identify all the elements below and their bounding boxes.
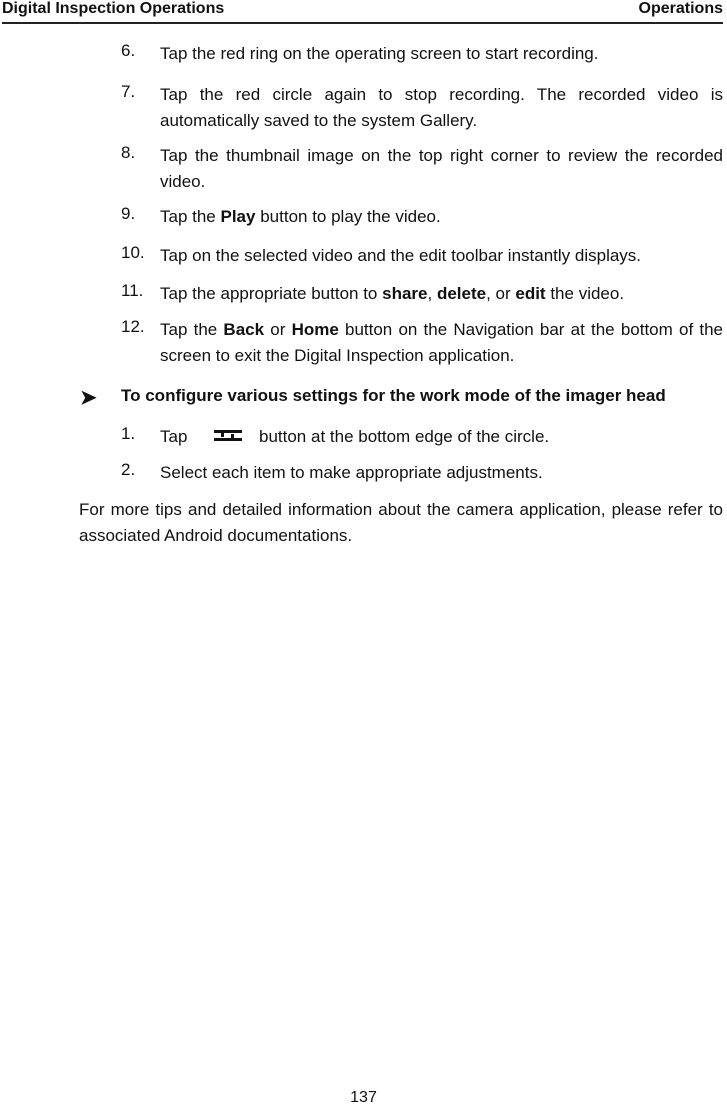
step-text: Tap the thumbnail image on the top right corner to review the recorded video. — [160, 146, 723, 191]
step-number: 12. — [121, 317, 145, 336]
settings-sliders-icon — [213, 424, 243, 446]
step-number: 2. — [121, 460, 136, 479]
play-label: Play — [220, 207, 256, 226]
share-label: share — [382, 284, 428, 303]
page-number: 137 — [350, 1089, 377, 1106]
step-text: Tap on the selected video and the edit toolbar instantly displays. — [160, 246, 642, 265]
step-number: 11. — [121, 281, 144, 300]
home-label: Home — [291, 320, 339, 339]
step-text: Tap the appropriate button to share, delete, or edit the video. — [160, 284, 625, 303]
step-number: 1. — [121, 424, 136, 443]
step-number: 10. — [121, 243, 145, 262]
delete-label: delete — [436, 284, 487, 303]
step-text: Tap the red circle again to stop recording. The recorded video is automatically saved to the system Gallery. — [160, 85, 723, 130]
edit-label: edit — [515, 284, 546, 303]
step-text: Tap the red ring on the operating screen to start recording. — [160, 44, 599, 63]
step-text-pre: Tap — [160, 427, 188, 446]
step-text-post: button at the bottom edge of the circle. — [259, 427, 550, 446]
arrow-bullet-icon: ➤ — [80, 387, 97, 409]
footer-paragraph: For more tips and detailed information about the camera application, please refer to associated Android documentations. — [79, 500, 723, 545]
header-left-title: Digital Inspection Operations — [2, 0, 225, 17]
step-number: 7. — [121, 82, 136, 101]
page-header — [2, 0, 723, 24]
section-title: To configure various settings for the work mode of the imager head — [121, 386, 666, 405]
step-number: 6. — [121, 41, 136, 60]
step-text: Tap the Back or Home button on the Navigation bar at the bottom of the screen to exit the Digital Inspection application. — [160, 320, 723, 365]
step-text: Tap the Play button to play the video. — [160, 207, 441, 226]
step-number: 9. — [121, 204, 136, 223]
back-label: Back — [223, 320, 265, 339]
header-right-title: Operations — [638, 0, 723, 17]
step-number: 8. — [121, 143, 136, 162]
step-text: Select each item to make appropriate adjustments. — [160, 463, 543, 482]
